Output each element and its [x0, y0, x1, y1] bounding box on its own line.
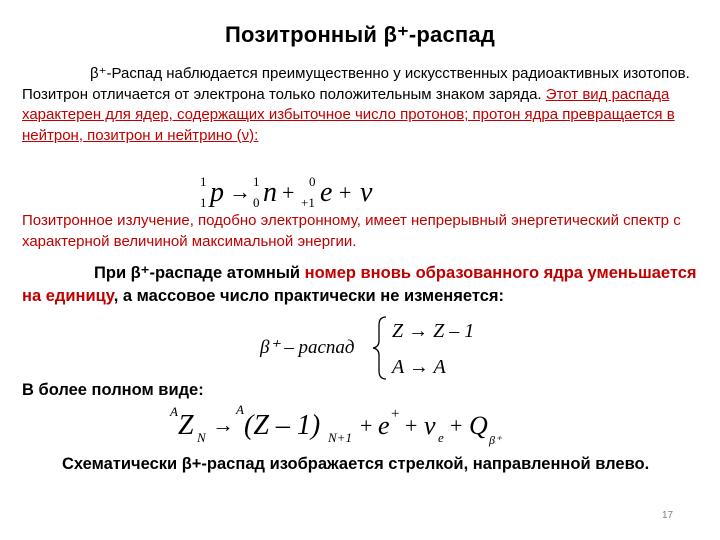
arrow-1: →: [229, 179, 251, 204]
n-mass: 1: [253, 174, 260, 189]
paragraph-positron-spectrum: Позитронное излучение, подобно электронному, имеет непрерывный энергетический спектр с характерной величиной максимальной энергии.: [22, 212, 681, 250]
plus-1: +: [282, 180, 295, 205]
decay-line-2: A → A: [392, 356, 446, 378]
atomic-number-red-text: номер вновь образованного ядра уменьшается на единицу: [22, 264, 697, 305]
nu-symbol: ν: [360, 177, 373, 208]
page-number: 17: [662, 510, 674, 521]
daughter-neutrons: N+1: [328, 430, 352, 445]
n-symbol: n: [263, 177, 277, 208]
brace-icon: [373, 317, 386, 379]
mass-number-1: A: [170, 404, 178, 419]
positron-charge: +: [391, 406, 400, 422]
plus-5: +: [450, 413, 463, 438]
arrow-2: →: [212, 412, 234, 437]
slide-title: Позитронный β⁺-распад: [224, 22, 496, 47]
equation-decay-system: [258, 313, 498, 383]
mass-number-2: A: [236, 402, 244, 417]
paragraph-full-form: В более полном виде:: [22, 381, 204, 399]
plus-4: +: [405, 413, 418, 438]
decay-line-1: Z → Z – 1: [392, 320, 475, 342]
e-charge: +1: [301, 195, 315, 210]
paragraph-atomic-number: [22, 262, 704, 308]
e-mass: 0: [309, 174, 316, 189]
positron-symbol: e: [378, 411, 390, 440]
energy-subscript: β⁺: [489, 433, 502, 447]
energy-symbol: Q: [469, 411, 488, 440]
e-symbol: e: [320, 177, 333, 208]
plus-3: +: [360, 413, 373, 438]
plus-2: +: [339, 180, 352, 205]
parent-neutrons: N: [197, 430, 206, 445]
paragraph-schematic: [22, 452, 704, 476]
decay-label: β⁺ – распад: [260, 337, 355, 358]
n-charge: 0: [253, 195, 260, 210]
atomic-number-text-2: , а массовое число практически не изменяется:: [113, 287, 504, 305]
p-mass: 1: [200, 174, 207, 189]
schematic-text: Схематически β+-распад изображается стрелкой, направленной влево.: [62, 455, 650, 473]
intro-text: β⁺-Распад наблюдается преимущественно у искусственных радиоактивных изотопов. Позитрон отличается от электрона только положительным знаком заряда.: [22, 65, 690, 103]
p-charge: 1: [200, 195, 207, 210]
equation-proton-decay: [196, 172, 416, 212]
p-symbol: p: [210, 177, 224, 208]
neutrino-subscript: e: [438, 430, 444, 445]
parent-symbol: Z: [178, 410, 194, 441]
atomic-number-text-1: При β⁺-распаде атомный: [94, 264, 305, 282]
intro-red-text: Этот вид распада характерен для ядер, содержащих избыточное число протонов; протон ядра превращается в нейтрон, позитрон и нейтрино (ν):: [22, 85, 675, 144]
paragraph-positron-intro: [22, 64, 704, 146]
equation-full-form: [168, 402, 528, 448]
neutrino-symbol: ν: [424, 411, 436, 440]
daughter-symbol: (Z – 1): [244, 410, 321, 441]
